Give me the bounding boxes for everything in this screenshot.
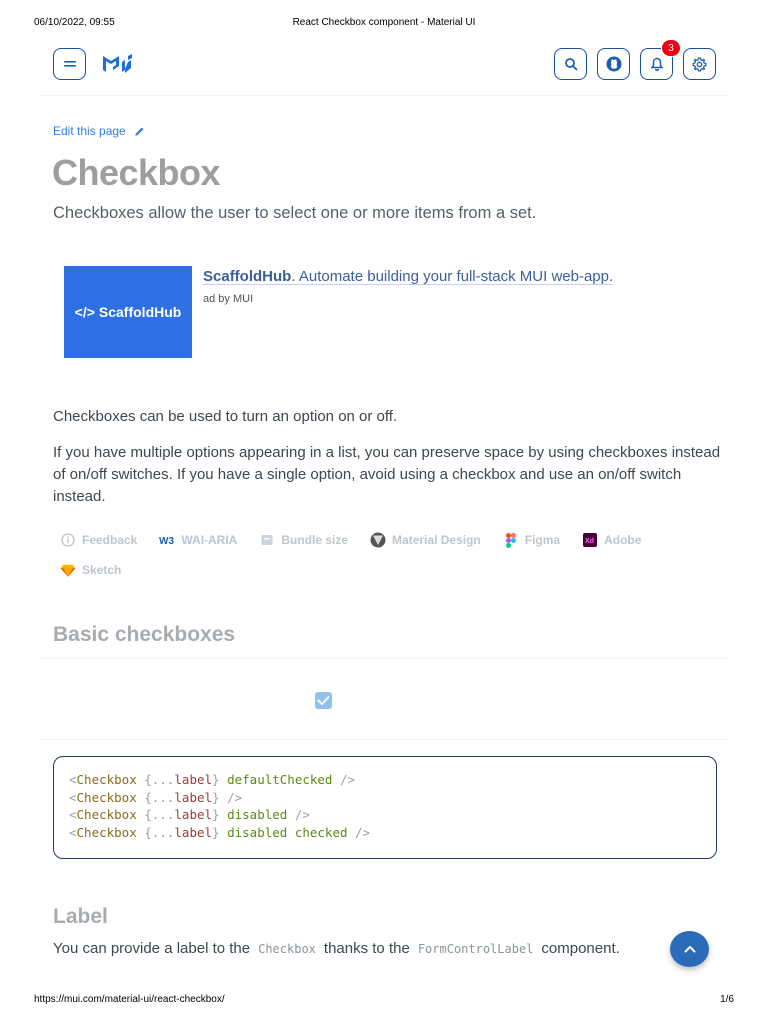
- edit-link-label: Edit this page: [53, 124, 126, 138]
- code-line: <Checkbox {...label} disabled />: [69, 807, 310, 823]
- code-line: <Checkbox {...label} disabled checked />: [69, 824, 371, 840]
- section-heading-label: Label: [53, 905, 108, 928]
- print-footer: [34, 994, 734, 1008]
- scroll-to-top-button[interactable]: [670, 931, 709, 967]
- chip-adobe[interactable]: [582, 532, 641, 548]
- print-page-number: 1/6: [720, 994, 734, 1005]
- svg-text:Xd: Xd: [585, 538, 595, 545]
- resource-links: [60, 530, 720, 550]
- menu-icon: [63, 59, 77, 69]
- chip-material-design[interactable]: [370, 532, 481, 548]
- package-icon: [259, 532, 275, 548]
- chip-bundle-size[interactable]: [259, 532, 348, 548]
- chip-sketch[interactable]: [60, 562, 121, 578]
- code-block[interactable]: [53, 756, 717, 859]
- page-subtitle: Checkboxes allow the user to select one or more items from a set.: [53, 204, 537, 222]
- code-brackets-icon: </>: [74, 304, 95, 320]
- search-button[interactable]: [554, 48, 587, 80]
- chip-feedback[interactable]: [60, 532, 137, 548]
- github-button[interactable]: [597, 48, 630, 80]
- usage-paragraph: If you have multiple options appearing in a list, you can preserve space by using checkboxes instead of on/off switches. If you have a single option, avoid using a checkbox and use an on/off switch instead.: [53, 444, 721, 505]
- adobe-xd-icon: [582, 532, 598, 548]
- notification-badge: 3: [661, 39, 681, 57]
- print-header: [34, 17, 734, 31]
- code-line: <Checkbox {...label} />: [69, 789, 243, 805]
- inline-code-checkbox: Checkbox: [258, 941, 316, 956]
- gear-icon: [692, 57, 707, 72]
- search-icon: [564, 57, 578, 71]
- chip-label: Material Design: [392, 533, 481, 547]
- inline-code-formcontrollabel: FormControlLabel: [417, 941, 534, 956]
- ad-link[interactable]: [203, 268, 613, 285]
- ad-attribution: ad by MUI: [203, 293, 254, 305]
- section-heading-basic: Basic checkboxes: [53, 623, 236, 646]
- pencil-icon: [134, 126, 145, 137]
- notifications-button[interactable]: [640, 42, 674, 80]
- check-icon: [317, 695, 330, 706]
- demo-checkbox-checked[interactable]: [315, 692, 332, 709]
- info-icon: [60, 532, 76, 548]
- ad-tagline: . Automate building your full-stack MUI web-app.: [291, 268, 614, 285]
- app-bar: [40, 42, 728, 96]
- page-title: Checkbox: [52, 152, 221, 193]
- print-url: https://mui.com/material-ui/react-checkbox/: [34, 994, 225, 1005]
- figma-icon: [503, 532, 519, 548]
- menu-button[interactable]: [53, 48, 86, 80]
- bell-icon: [650, 57, 664, 72]
- ad-image[interactable]: [64, 266, 192, 358]
- svg-text:W3: W3: [159, 536, 175, 546]
- sketch-icon: [60, 562, 76, 578]
- w3c-icon: [159, 532, 175, 548]
- chip-label: Adobe: [604, 533, 642, 547]
- resource-links-row-2: [60, 560, 720, 580]
- chip-label: Bundle size: [281, 533, 349, 547]
- intro-paragraph: Checkboxes can be used to turn an option on or off.: [53, 408, 398, 425]
- chevron-up-icon: [684, 945, 696, 953]
- chip-label: WAI-ARIA: [181, 533, 238, 547]
- mui-logo[interactable]: [101, 52, 135, 76]
- print-doc-title: React Checkbox component - Material UI: [292, 17, 476, 28]
- demo-area: [40, 658, 728, 740]
- chip-label: Figma: [524, 533, 561, 547]
- code-line: <Checkbox {...label} defaultChecked />: [69, 772, 356, 787]
- label-paragraph: You can provide a label to the Checkbox thanks to the FormControlLabel component.: [53, 940, 620, 957]
- print-datetime: 06/10/2022, 09:55: [34, 17, 115, 28]
- ad-image-text: ScaffoldHub: [98, 304, 182, 320]
- ad-brand: ScaffoldHub: [203, 268, 292, 285]
- edit-this-page-link[interactable]: [53, 124, 145, 138]
- chip-label: Feedback: [82, 533, 138, 547]
- chip-figma[interactable]: [503, 532, 560, 548]
- settings-button[interactable]: [683, 48, 716, 80]
- chip-wai-aria[interactable]: [159, 532, 237, 548]
- chip-label: Sketch: [82, 563, 122, 577]
- material-design-icon: [370, 532, 386, 548]
- github-icon: [606, 56, 622, 72]
